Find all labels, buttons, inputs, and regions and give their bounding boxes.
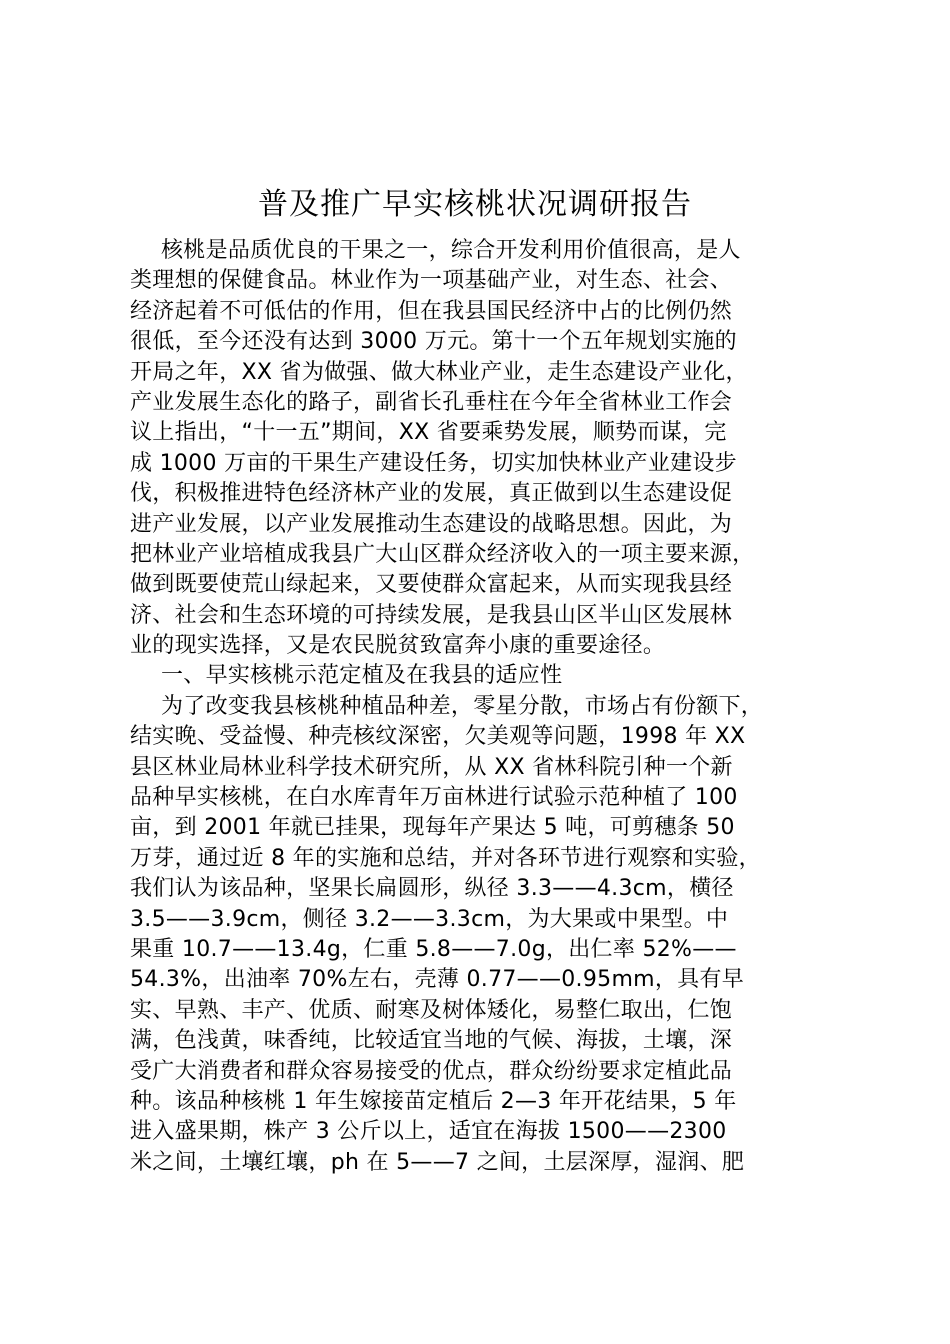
paragraph-line: 把林业产业培植成我县广大山区群众经济收入的一项主要来源， [130, 541, 755, 567]
paragraph-line: 很低，至今还没有达到 3000 万元。第十一个五年规划实施的 [130, 329, 737, 355]
paragraph-line: 类理想的保健食品。林业作为一项基础产业，对生态、社会、 [130, 268, 733, 294]
document-body [130, 236, 850, 1178]
paragraph-line: 开局之年，XX 省为做强、做大林业产业，走生态建设产业化， [130, 359, 748, 385]
paragraph-line: 种。该品种核桃 1 年生嫁接苗定植后 2—3 年开花结果，5 年 [130, 1088, 737, 1114]
paragraph-line: 产业发展生态化的路子，副省长孔垂柱在今年全省林业工作会 [130, 389, 733, 415]
document-title: 普及推广早实核桃状况调研报告 [258, 187, 692, 222]
paragraph-line: 进产业发展，以产业发展推动生态建设的战略思想。因此，为 [130, 511, 733, 537]
paragraph-line: 为了改变我县核桃种植品种差，零星分散，市场占有份额下， [161, 693, 764, 719]
paragraph-line: 54.3%，出油率 70%左右，壳薄 0.77——0.95mm，具有早 [130, 967, 745, 993]
paragraph-line: 县区林业局林业科学技术研究所，从 XX 省林科院引种一个新 [130, 754, 733, 780]
paragraph-line: 济、社会和生态环境的可持续发展，是我县山区半山区发展林 [130, 602, 733, 628]
section-heading: 一、早实核桃示范定植及在我县的适应性 [161, 663, 563, 689]
paragraph-line: 满，色浅黄，味香纯，比较适宜当地的气候、海拔，土壤，深 [130, 1028, 733, 1054]
paragraph-line: 果重 10.7——13.4g，仁重 5.8——7.0g，出仁率 52%—— [130, 936, 737, 962]
paragraph-line: 经济起着不可低估的作用，但在我县国民经济中占的比例仍然 [130, 298, 733, 324]
paragraph-line: 做到既要使荒山绿起来，又要使群众富起来，从而实现我县经 [130, 572, 733, 598]
paragraph-line: 业的现实选择，又是农民脱贫致富奔小康的重要途径。 [130, 633, 666, 659]
paragraph-line: 议上指出，“十一五”期间，XX 省要乘势发展，顺势而谋，完 [130, 420, 727, 446]
paragraph-line: 成 1000 万亩的干果生产建设任务，切实加快林业产业建设步 [130, 450, 737, 476]
paragraph-line: 结实晚、受益慢、种壳核纹深密，欠美观等问题，1998 年 XX [130, 724, 746, 750]
paragraph-line: 米之间，土壤红壤，ph 在 5——7 之间，土层深厚，湿润、肥 [130, 1149, 745, 1175]
paragraph-line: 亩，到 2001 年就已挂果，现每年产果达 5 吨，可剪穗条 50 [130, 815, 735, 841]
paragraph-line: 实、早熟、丰产、优质、耐寒及树体矮化，易整仁取出，仁饱 [130, 997, 733, 1023]
paragraph-line: 万芽，通过近 8 年的实施和总结，并对各环节进行观察和实验， [130, 845, 761, 871]
paragraph-line: 进入盛果期，株产 3 公斤以上，适宜在海拔 1500——2300 [130, 1119, 727, 1145]
paragraph-line: 伐，积极推进特色经济林产业的发展，真正做到以生态建设促 [130, 481, 733, 507]
paragraph-line: 品种早实核桃，在白水库青年万亩林进行试验示范种植了 100 [130, 785, 738, 811]
paragraph-line: 受广大消费者和群众容易接受的优点，群众纷纷要求定植此品 [130, 1058, 733, 1084]
paragraph-line: 我们认为该品种，坚果长扁圆形，纵径 3.3——4.3cm，横径 [130, 876, 734, 902]
paragraph-line: 3.5——3.9cm，侧径 3.2——3.3cm，为大果或中果型。中 [130, 906, 729, 932]
paragraph-line: 核桃是品质优良的干果之一，综合开发利用价值很高，是人 [161, 238, 741, 263]
